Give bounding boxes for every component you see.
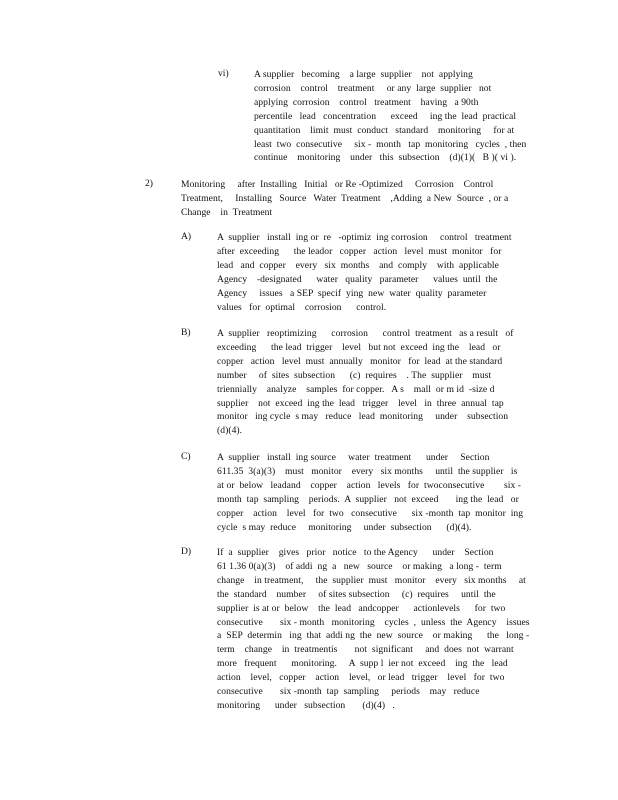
paragraph-line: at or below leadand copper action levels for twoconsecutive six -	[217, 479, 522, 491]
item-a-paragraph	[217, 231, 512, 314]
item-d-marker: D)	[181, 546, 192, 557]
heading-line: Change in Treatment	[181, 206, 273, 218]
item-b-marker: B)	[181, 327, 191, 338]
paragraph-line: least two consecutive six - month tap monitoring cycles , then	[254, 138, 527, 150]
paragraph-line: a SEP determin ing that addi ng the new source or making the long -	[217, 630, 530, 642]
paragraph-line: A supplier install ing or re -optimiz ing corrosion control treatment	[217, 232, 512, 243]
paragraph-line: Agency issues a SEP specif ying new water quality parameter	[217, 287, 487, 299]
paragraph-line: number of sites subsection (c) requires . The supplier must	[217, 369, 492, 381]
paragraph-line: exceeding the lead trigger level but not exceed ing the lead or	[217, 341, 501, 353]
paragraph-line: more frequent monitoring. A supp l ier not exceed ing the lead	[217, 658, 508, 670]
paragraph-line: term change in treatmentis not significant and does not warrant	[217, 644, 514, 656]
item-c-paragraph	[217, 451, 523, 534]
paragraph-line: 61 1.36 0(a)(3) of addi ng a new source or making a long - term	[217, 560, 502, 572]
paragraph-line: change in treatment, the supplier must monitor every six months at	[217, 574, 526, 586]
item-a-marker: A)	[181, 231, 192, 242]
paragraph-line: values for optimal corrosion control.	[217, 301, 387, 313]
item-c-marker: C)	[181, 451, 191, 462]
paragraph-line: after exceeding the leador copper action level must monitor for	[217, 245, 502, 257]
heading-line: Treatment, Installing Source Water Treatment ,Adding a New Source , or a	[181, 192, 509, 204]
paragraph-line: A supplier becoming a large supplier not applying	[254, 69, 473, 80]
paragraph-line: applying corrosion control treatment having a 90th	[254, 96, 479, 108]
paragraph-line: percentile lead concentration exceed ing the lead practical	[254, 110, 517, 122]
paragraph-line: A supplier reoptimizing corrosion control treatment as a result of	[217, 328, 514, 339]
item-b-paragraph	[217, 327, 513, 438]
item-d-paragraph	[217, 546, 530, 713]
paragraph-line: supplier not exceed ing the lead trigger level in three annual tap	[217, 397, 504, 409]
paragraph-line: If a supplier gives prior notice to the Agency under Section	[217, 547, 494, 558]
paragraph-line: 611.35 3(a)(3) must monitor every six months until the supplier is	[217, 465, 518, 477]
paragraph-line: Agency -designated water quality parameter values until the	[217, 273, 498, 285]
paragraph-line: lead and copper every six months and comply with applicable	[217, 259, 499, 271]
item-2-marker: 2)	[145, 178, 153, 189]
paragraph-line: corrosion control treatment or any large supplier not	[254, 82, 492, 94]
paragraph-line: consecutive six - month monitoring cycles , unless the Agency issues	[217, 616, 530, 628]
paragraph-line: quantitation limit must conduct standard monitoring for at	[254, 124, 515, 136]
paragraph-line: monitor ing cycle s may reduce lead monitoring under subsection	[217, 411, 509, 423]
item-vi-paragraph	[254, 68, 526, 165]
paragraph-line: (d)(4).	[217, 425, 243, 437]
paragraph-line: action level, copper action level, or lead trigger level for two	[217, 672, 505, 684]
paragraph-line: consecutive six -month tap sampling periods may reduce	[217, 686, 480, 698]
item-vi-marker: vi)	[218, 68, 229, 79]
heading-line: Monitoring after Installing Initial or Re -Optimized Corrosion Control	[181, 179, 494, 190]
paragraph-line: monitoring under subsection (d)(4) .	[217, 699, 395, 711]
paragraph-line: A supplier install ing source water treatment under Section	[217, 452, 490, 463]
paragraph-line: cycle s may reduce monitoring under subsection (d)(4).	[217, 521, 472, 533]
paragraph-line: copper action level for two consecutive six -month tap monitor ing	[217, 507, 524, 519]
paragraph-line: supplier is at or below the lead andcopper actionlevels for two	[217, 602, 506, 614]
paragraph-line: continue monitoring under this subsection (d)(1)( B )( vi ).	[254, 152, 517, 164]
paragraph-line: month tap sampling periods. A supplier not exceed ing the lead or	[217, 493, 519, 505]
paragraph-line: copper action level must annually monitor for lead at the standard	[217, 355, 503, 367]
paragraph-line: the standard number of sites subsection (c) requires until the	[217, 588, 496, 600]
paragraph-line: triennially analyze samples for copper. A s mall or m id -size d	[217, 383, 495, 395]
item-2-heading	[181, 178, 508, 220]
